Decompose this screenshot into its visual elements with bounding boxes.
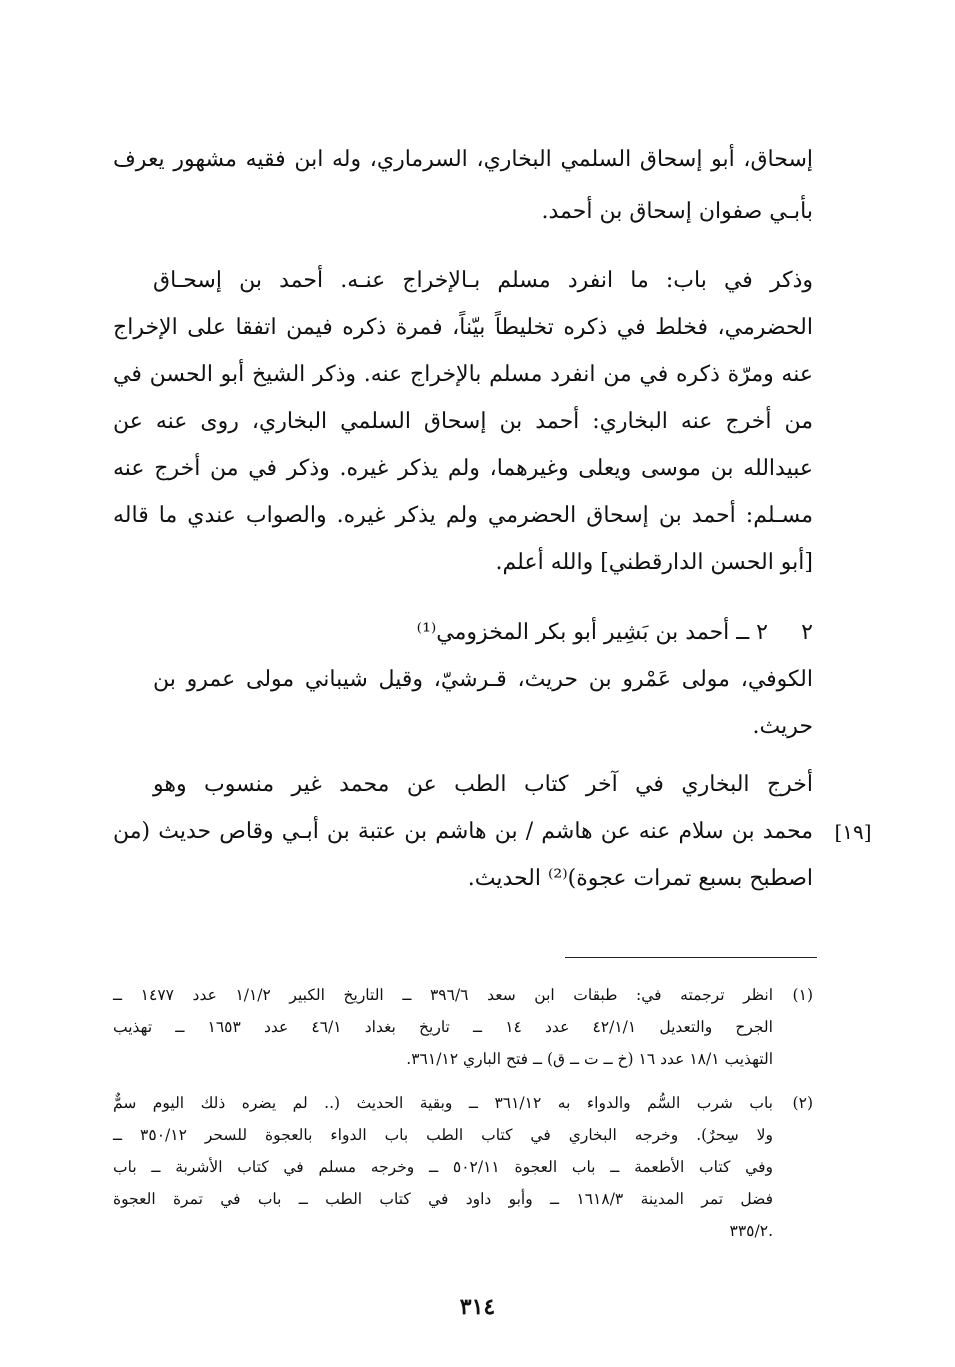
text-line: حريث. bbox=[752, 714, 813, 739]
footnote-line: باب شرب السُّم والدواء به ٣٦١/١٢ ــ وبقية الحديث (.. لم يضره ذلك اليوم سمٌّ bbox=[113, 1094, 773, 1112]
footnote-label: (٢) bbox=[792, 1094, 813, 1112]
entry-heading: ٢ ــ أحمد بن بَشِير أبو بكر المخزومي⁽¹⁾ bbox=[416, 620, 768, 645]
text-line: الحضرمي، فخلط في ذكره تخليطاً بيّناً، فمرة ذكره فيمن اتفقا على الإخراج bbox=[113, 315, 813, 340]
text-line: أخرج البخاري في آخر كتاب الطب عن محمد غير منسوب وهو bbox=[153, 772, 813, 797]
text-line: [أبو الحسن الدارقطني] والله أعلم. bbox=[495, 550, 813, 575]
footnote-line: ولا سِحرٌ). وخرجه البخاري في كتاب الطب باب الدواء بالعجوة للسحر ٣٥٠/١٢ ــ bbox=[113, 1126, 773, 1144]
margin-folio-note: [١٩] bbox=[834, 820, 872, 844]
text-line: الكوفي، مولى عَمْرو بن حريث، قـرشيّ، وقيل شيباني مولى عمرو بن bbox=[153, 667, 813, 692]
text-line: عنه ومرّة ذكره في من انفرد مسلم بالإخراج عنه. وذكر الشيخ أبو الحسن في bbox=[113, 362, 813, 387]
footnote-line: فضل تمر المدينة ١٦١٨/٣ ــ وأبو داود في كتاب الطب ــ باب في تمرة العجوة bbox=[113, 1190, 774, 1208]
text-line: محمد بن سلام عنه عن هاشم / بن هاشم بن عتبة بن أبـي وقاص حديث (من bbox=[113, 819, 813, 844]
entry-number: ٢ bbox=[801, 620, 813, 645]
text-line: وذكر في باب: ما انفرد مسلم بـالإخراج عنـه. أحمد بن إسحـاق bbox=[153, 268, 813, 293]
text-line: مسـلم: أحمد بن إسحاق الحضرمي ولم يذكر غيره. والصواب عندي ما قاله bbox=[113, 503, 813, 528]
text-line: عبيدالله بن موسى ويعلى وغيرهما، ولم يذكر غيره. وذكر في من أخرج عنه bbox=[113, 456, 813, 481]
footnote-line: .٣٣٥/٢ bbox=[729, 1222, 773, 1240]
footnote-line: التهذيب ١٨/١ عدد ١٦ (خ ــ ت ــ ق) ــ فتح الباري ٣٦١/١٢. bbox=[406, 1050, 773, 1068]
text-line: من أخرج عنه البخاري: أحمد بن إسحاق السلمي البخاري، روى عنه عن bbox=[113, 409, 813, 434]
text-line: اصطبح بسبع تمرات عجوة)⁽²⁾ الحديث. bbox=[467, 866, 813, 891]
footnote-line: انظر ترجمته في: طبقات ابن سعد ٣٩٦/٦ ــ التاريخ الكبير ١/١/٢ عدد ١٤٧٧ ــ bbox=[113, 986, 773, 1004]
text-line: بأبـي صفوان إسحاق بن أحمد. bbox=[541, 199, 813, 224]
footnote-line: الجرح والتعديل ٤٢/١/١ عدد ١٤ ــ تاريخ بغداد ٤٦/١ عدد ١٦٥٣ ــ تهذيب bbox=[113, 1018, 773, 1036]
text-line: إسحاق، أبو إسحاق السلمي البخاري، السرماري، وله ابن فقيه مشهور يعرف bbox=[113, 147, 813, 172]
footnote-separator bbox=[565, 957, 817, 958]
page-number: ٣١٤ bbox=[459, 1294, 496, 1320]
footnote-line: وفي كتاب الأطعمة ــ باب العجوة ٥٠٢/١١ ــ وخرجه مسلم في كتاب الأشربة ــ باب bbox=[113, 1158, 773, 1176]
footnote-label: (١) bbox=[792, 986, 813, 1004]
